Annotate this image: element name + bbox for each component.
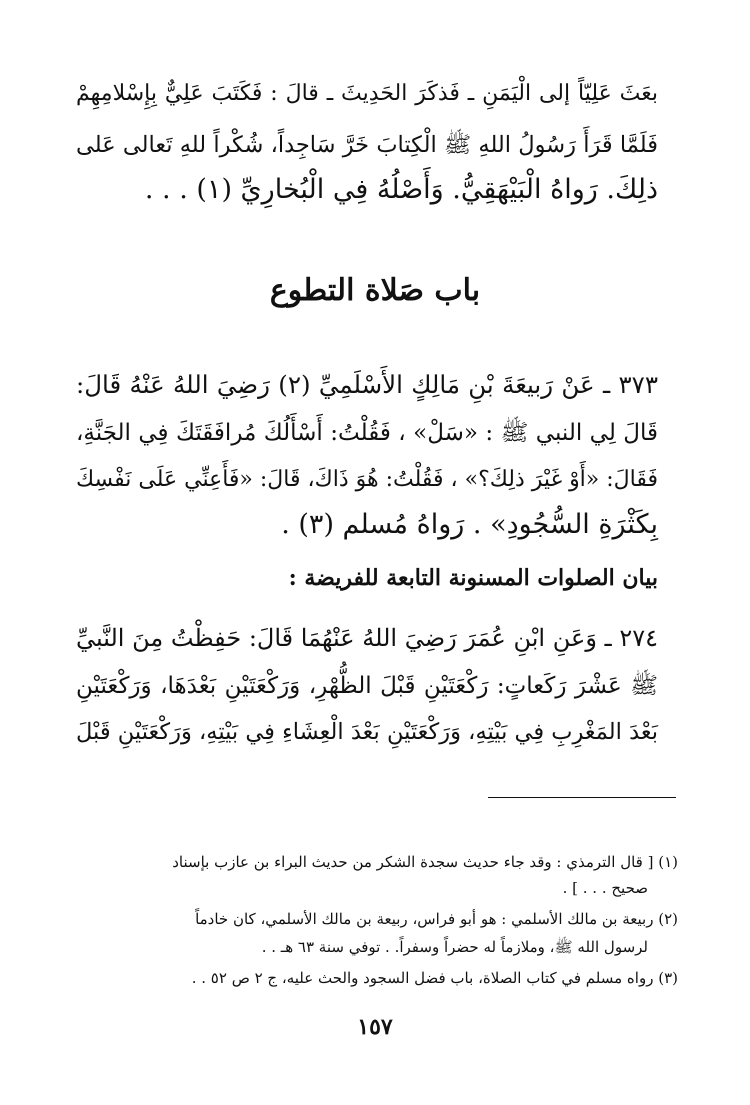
intro-line-3: ذلِكَ. رَواهُ الْبَيْهَقِيُّ. وَأَصْلُهُ فِي الْبُخارِيِّ (١) . . .	[144, 174, 658, 205]
footnote-1-line-2: صحيح . . . ] .	[562, 879, 648, 897]
hadith-374-line-3: بَعْدَ المَغْرِبِ فِي بَيْتِهِ، وَرَكْعَتَيْنِ بَعْدَ الْعِشَاءِ فِي بَيْتِهِ، وَرَكْعَتَيْنِ قَبْلَ	[76, 719, 658, 745]
hadith-373-line-2: قَالَ لِي النبي ﷺ : «سَلْ» ، فَقُلْتُ: أَسْأَلُكَ مُرافَقَتَكَ فِي الجَنَّةِ،	[76, 420, 658, 446]
footnote-2-line-1: (٢) ربيعة بن مالك الأسلمي : هو أبو فراس، ربيعة بن مالك الأسلمي، كان خادماً	[195, 910, 678, 928]
intro-line-2: فَلَمَّا قَرَأَ رَسُولُ اللهِ ﷺ الْكِتابَ خَرَّ سَاجِداً، شُكْراً للهِ تَعالى عَلى	[76, 132, 658, 158]
hadith-373-line-1: ٣٧٣ ـ عَنْ رَبيعَةَ بْنِ مَالِكٍ الأَسْلَمِيِّ (٢) رَضِيَ اللهُ عَنْهُ قَالَ:	[76, 370, 658, 399]
footnote-divider	[488, 797, 676, 798]
footnote-1-line-1: (١) [ قال الترمذي : وقد جاء حديث سجدة الشكر من حديث البراء بن عازب بإسناد	[172, 853, 678, 871]
page-number: ١٥٧	[357, 1014, 393, 1040]
hadith-374-line-2: ﷺ عَشْرَ رَكَعاتٍ: رَكْعَتَيْنِ قَبْلَ الظُّهْرِ، وَرَكْعَتَيْنِ بَعْدَهَا، وَرَكْعَتَيْنِ	[76, 673, 658, 699]
section-title: بيان الصلوات المسنونة التابعة للفريضة :	[288, 565, 658, 591]
intro-line-1: بعَثَ عَلِيّاً إلى الْيَمَنِ ـ فَذكَرَ الحَدِيثَ ـ قالَ : فَكَتَبَ عَلِيٌّ بِإِسْلامِهِمْ	[76, 81, 658, 106]
hadith-374-line-1: ٢٧٤ ـ وَعَنِ ابْنِ عُمَرَ رَضِيَ اللهُ عَنْهُمَا قَالَ: حَفِظْتُ مِنَ النَّبيِّ	[76, 624, 658, 652]
hadith-373-line-3: فَقَالَ: «أَوْ غَيْرَ ذلِكَ؟» ، فَقُلْتُ: هُوَ ذَاكَ، قَالَ: «فَأَعِنِّي عَلَى نَفْسِكَ	[75, 467, 658, 492]
hadith-373-line-4: بِكَثْرَةِ السُّجُودِ» . رَواهُ مُسلم (٣) .	[281, 509, 658, 540]
footnote-3-line-1: (٣) رواه مسلم في كتاب الصلاة، باب فضل السجود والحث عليه، ج ٢ ص ٥٢ . .	[191, 969, 678, 987]
chapter-title: باب صَلاة التطوع	[269, 273, 481, 308]
footnote-2-line-2: لرسول الله ﷺ، وملازماً له حضراً وسفراً. . توفي سنة ٦٣ هـ . .	[261, 938, 648, 956]
